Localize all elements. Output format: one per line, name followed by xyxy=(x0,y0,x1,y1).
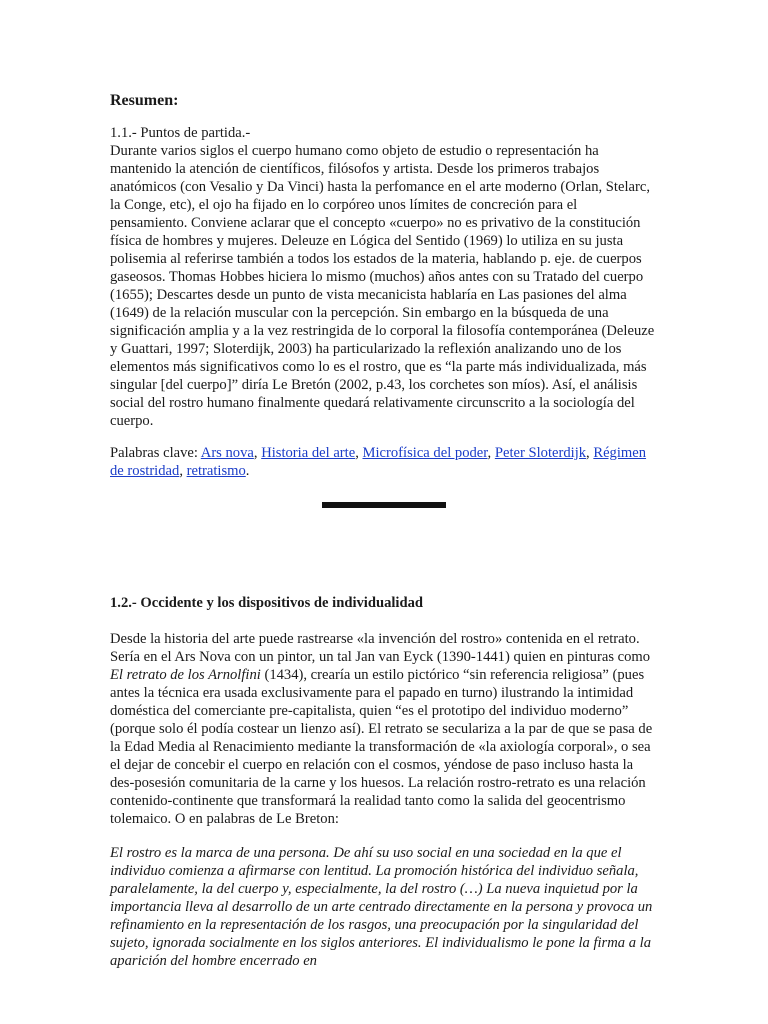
keyword-link-retratismo[interactable]: retratismo xyxy=(186,463,246,479)
paragraph-text: Desde la historia del arte puede rastrearse «la invención del rostro» contenida en el retrato. Sería en el Ars Nova con un pintor, un tal Jan van Eyck (1390-1441) quien en pinturas como xyxy=(110,631,651,665)
summary-heading: Resumen: xyxy=(110,92,179,109)
keyword-link-microfisica-del-poder[interactable]: Microfísica del poder xyxy=(362,445,488,461)
keywords-label: Palabras clave: xyxy=(110,445,198,461)
keyword-end: . xyxy=(245,463,250,479)
keyword-separator: , xyxy=(355,445,363,461)
keyword-separator: , xyxy=(253,445,262,461)
divider-bar xyxy=(322,502,446,508)
section-1-1-title: 1.1.- Puntos de partida.- xyxy=(110,125,251,141)
section-divider xyxy=(110,488,658,522)
section-1-2-body xyxy=(110,630,658,970)
section-1-2-paragraph xyxy=(110,630,658,828)
paragraph-text: (1434), crearía un estilo pictórico “sin referencia religiosa” (pues antes la técnica era usada exclusivamente para el papado en turno) ilustrando la intimidad doméstica del comerciante pre-capitalista, quien “es el prototipo del individuo moderno” (porque solo él podía costear un lienzo así). El retrato se seculariza a la par de que se pasa de la Edad Media al Renacimiento mediante la transformación de «la axiología corporal», o sea el dejar de concebir el cuerpo en relación con el cosmos, yéndose de paso incluso hasta la des-posesión comunitaria de la carne y los huesos. La relación rostro-retrato es una relación contenido-continente que transformará la realidad tanto como la salida del geocentrismo tolemaico. O en palabras de Le Breton: xyxy=(110,667,653,827)
summary-paragraph: Durante varios siglos el cuerpo humano como objeto de estudio o representación ha mantenido la atención de científicos, filósofos y artista. Desde los primeros trabajos anatómicos (con Vesalio y Da Vinci) hasta la perfomance en el arte moderno (Orlan, Stelarc, la Conge, etc), el ojo ha fijado en lo corpóreo unos límites de concreción para el pensamiento. Conviene aclarar que el concepto «cuerpo» no es privativo de la constitución física de hombres y mujeres. Deleuze en Lógica del Sentido (1969) lo utiliza en su justa polisemia al referirse también a todos los estados de la materia, hablando p. eje. de cuerpos gaseosos. Thomas Hobbes hiciera lo mismo (muchos) años antes con su Tratado del cuerpo (1655); Descartes desde un punto de vista mecanicista hablaría en Las pasiones del alma (1649) de la relación muscular con la percepción. Sin embargo en la búsqueda de una significación amplia y a la vez restringida de lo corporal la filosofía contemporánea (Deleuze y Guattari, 1997; Sloterdijk, 2003) ha particularizado la reflexión analizando uno de los elementos más significativos como lo es el rostro, que es “la parte más individualizada, más singular [del cuerpo]” diría Le Bretón (2002, p.43, los corchetes son míos). Así, el análisis social del rostro humano finalmente quedará relativamente circunscrito a la sociología del cuerpo. xyxy=(110,143,655,429)
section-1-2-title: 1.2.- Occidente y los dispositivos de individualidad xyxy=(110,595,424,611)
keyword-link-ars-nova[interactable]: Ars nova xyxy=(200,445,254,461)
keyword-separator: , xyxy=(179,463,187,479)
summary-section xyxy=(110,92,658,522)
keyword-link-historia-del-arte[interactable]: Historia del arte xyxy=(261,445,356,461)
keyword-link-peter-sloterdijk[interactable]: Peter Sloterdijk xyxy=(494,445,587,461)
keywords-line xyxy=(110,444,658,480)
block-quote: El rostro es la marca de una persona. De ahí su uso social en una sociedad en la que el individuo comienza a afirmarse con lentitud. La promoción histórica del individuo señala, paralelamente, la del cuerpo y, especialmente, la del rostro (…) La nueva inquietud por la importancia lleva al desarrollo de un arte centrado directamente en la persona y provoca un refinamiento en la representación de los rasgos, una preocupación por la singularidad del sujeto, ignorada socialmente en los siglos anteriores. El individualismo le pone la firma a la aparición del hombre encerrado en xyxy=(110,845,653,969)
keyword-separator: , xyxy=(487,445,495,461)
artwork-title: El retrato de los Arnolfini xyxy=(110,667,261,683)
keyword-link-regimen-de-rostridad[interactable]: Régimen de rostridad xyxy=(110,445,647,479)
keyword-separator: , xyxy=(586,445,594,461)
